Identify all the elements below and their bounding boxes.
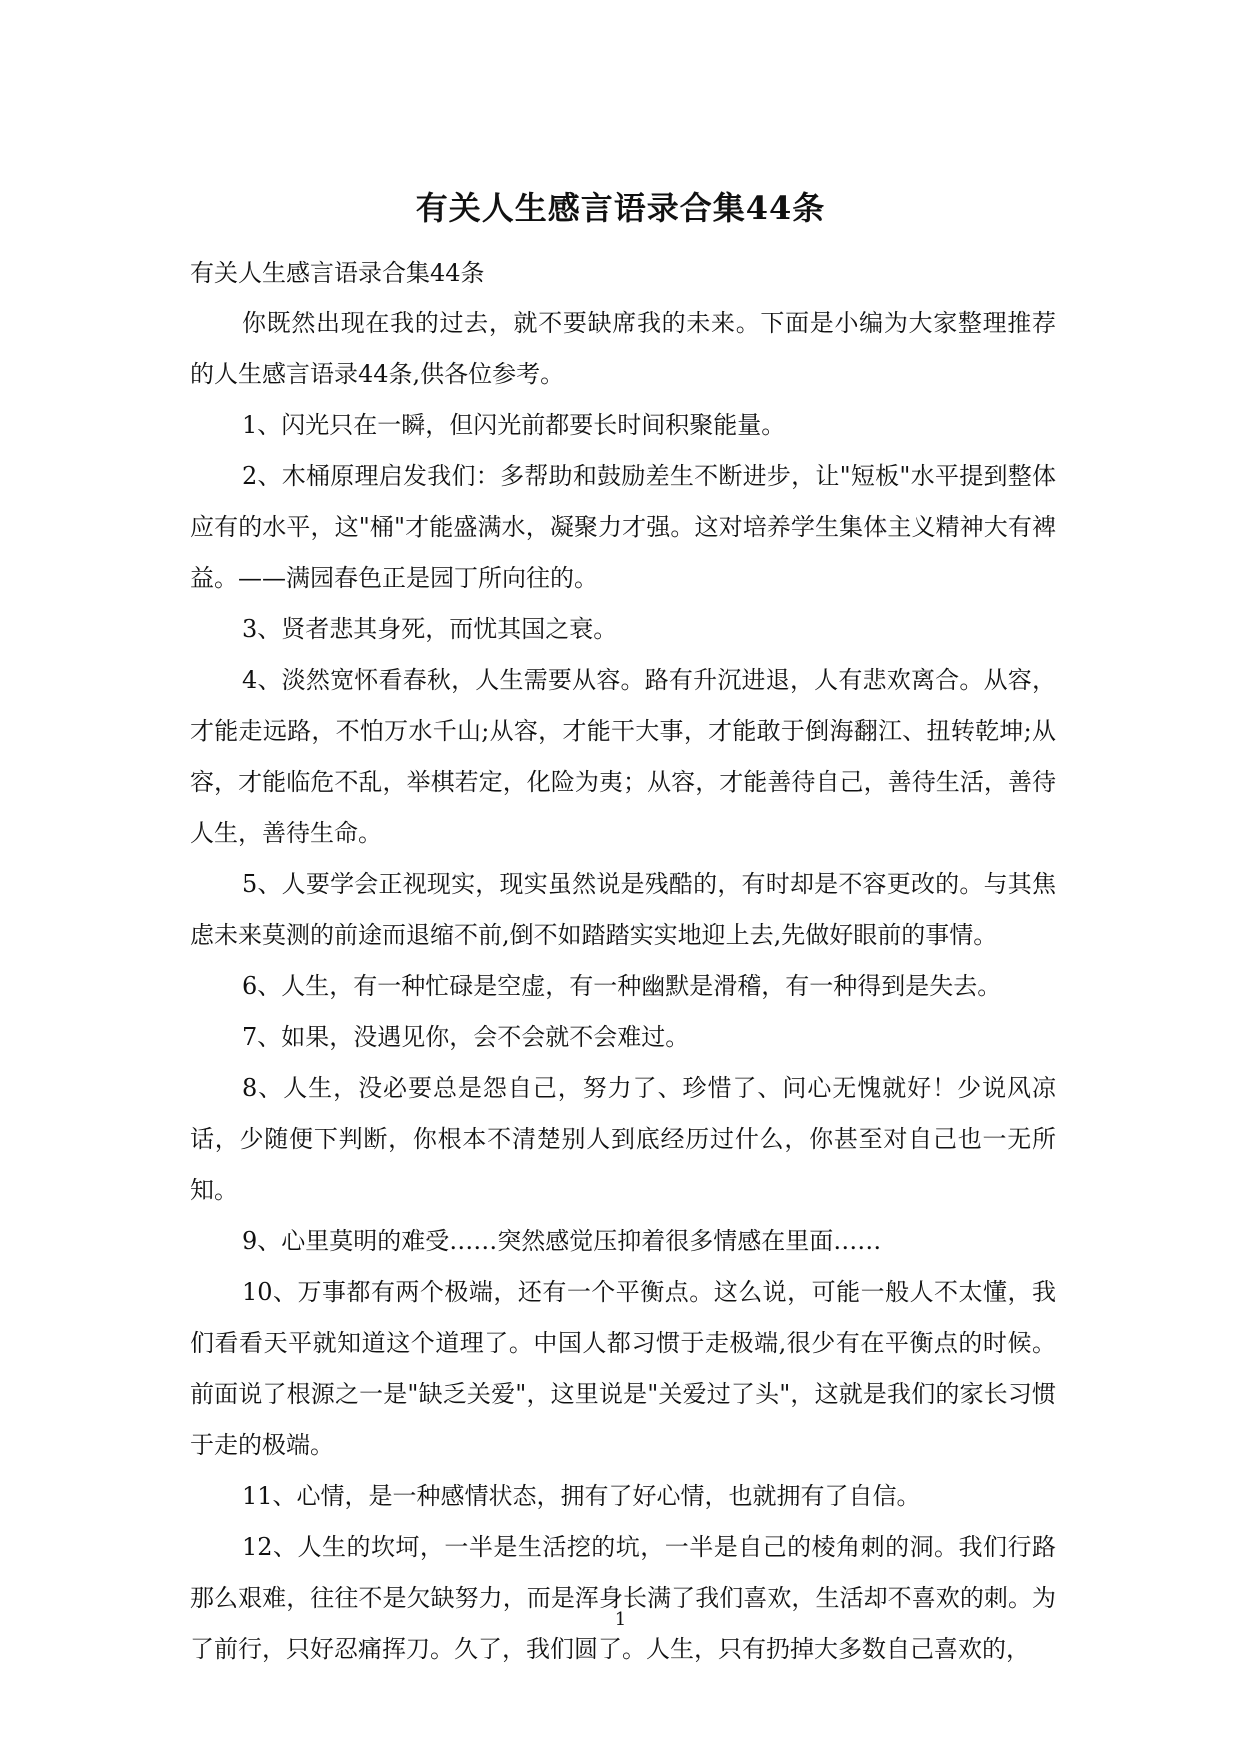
quote-12: 12、人生的坎坷，一半是生活挖的坑，一半是自己的棱角刺的洞。我们行路那么艰难，往往不是欠缺努力，而是浑身长满了我们喜欢，生活却不喜欢的刺。为了前行，只好忍痛挥刀。久了，我们圆了。人生，只有扔掉大多数自己喜欢的， [190, 1533, 1056, 1663]
page-number: 1 [614, 1609, 627, 1630]
quote-9: 9、心里莫明的难受……突然感觉压抑着很多情感在里面…… [242, 1227, 882, 1255]
quote-7: 7、如果，没遇见你，会不会就不会难过。 [242, 1023, 690, 1051]
quote-11: 11、心情，是一种感情状态，拥有了好心情，也就拥有了自信。 [242, 1482, 921, 1510]
document-body [190, 298, 1056, 1675]
quote-2: 2、木桶原理启发我们：多帮助和鼓励差生不断进步，让"短板"水平提到整体应有的水平，这"桶"才能盛满水，凝聚力才强。这对培养学生集体主义精神大有裨益。——满园春色正是园丁所向往的。 [190, 462, 1056, 592]
quote-10: 10、万事都有两个极端，还有一个平衡点。这么说，可能一般人不太懂，我们看看天平就知道这个道理了。中国人都习惯于走极端,很少有在平衡点的时候。前面说了根源之一是"缺乏关爱"，这里说是"关爱过了头"，这就是我们的家长习惯于走的极端。 [190, 1278, 1056, 1459]
intro-paragraph: 你既然出现在我的过去，就不要缺席我的未来。下面是小编为大家整理推荐的人生感言语录44条,供各位参考。 [190, 309, 1056, 388]
document-title: 有关人生感言语录合集44条 [415, 189, 826, 227]
quote-1: 1、闪光只在一瞬，但闪光前都要长时间积聚能量。 [242, 411, 786, 439]
quote-6: 6、人生，有一种忙碌是空虚，有一种幽默是滑稽，有一种得到是失去。 [242, 972, 1002, 1000]
quote-3: 3、贤者悲其身死，而忧其国之衰。 [242, 615, 618, 643]
quote-5: 5、人要学会正视现实，现实虽然说是残酷的，有时却是不容更改的。与其焦虑未来莫测的前途而退缩不前,倒不如踏踏实实地迎上去,先做好眼前的事情。 [190, 870, 1056, 949]
quote-4: 4、淡然宽怀看春秋，人生需要从容。路有升沉进退，人有悲欢离合。从容，才能走远路，不怕万水千山;从容，才能干大事，才能敢于倒海翻江、扭转乾坤;从容，才能临危不乱，举棋若定，化险为夷；从容，才能善待自己，善待生活，善待人生，善待生命。 [190, 666, 1056, 847]
document-subtitle: 有关人生感言语录合集44条 [190, 259, 485, 287]
quote-8: 8、人生，没必要总是怨自己，努力了、珍惜了、问心无愧就好！少说风凉话，少随便下判断，你根本不清楚别人到底经历过什么，你甚至对自己也一无所知。 [190, 1074, 1056, 1204]
